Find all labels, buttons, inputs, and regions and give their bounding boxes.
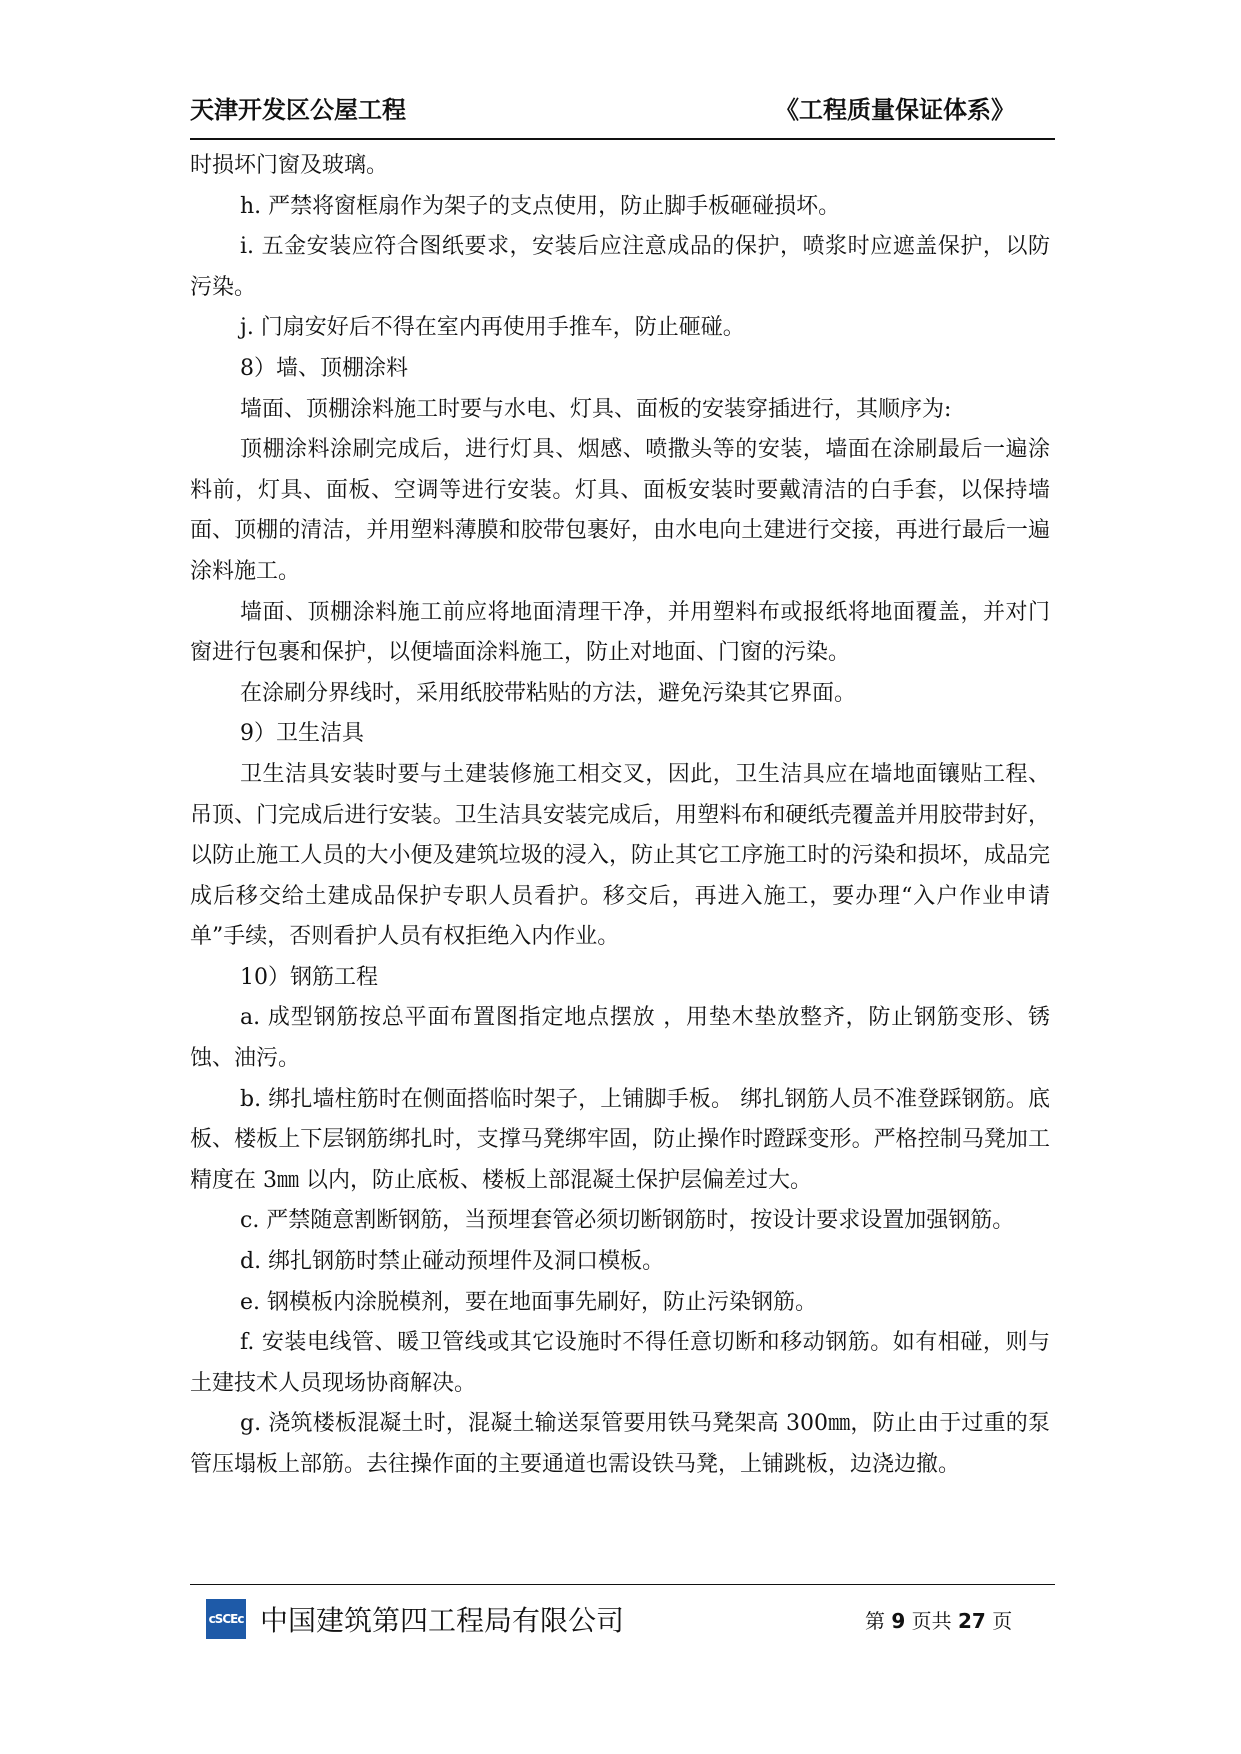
paragraph: a. 成型钢筋按总平面布置图指定地点摆放 ，用垫木垫放整齐，防止钢筋变形、锈蚀、油污。 (190, 1005, 1050, 1072)
paragraph: 10）钢筋工程 (240, 964, 378, 990)
paragraph: e. 钢模板内涂脱模剂，要在地面事先刷好，防止污染钢筋。 (240, 1289, 818, 1315)
paragraph: h. 严禁将窗框扇作为架子的支点使用，防止脚手板砸碰损坏。 (240, 193, 841, 219)
paragraph: 时损坏门窗及玻璃。 (190, 153, 389, 178)
paragraph: 墙面、顶棚涂料施工前应将地面清理干净，并用塑料布或报纸将地面覆盖，并对门窗进行包裹和保护，以便墙面涂料施工，防止对地面、门窗的污染。 (190, 599, 1050, 666)
page-header (190, 86, 1055, 140)
document-title: 《工程质量保证体系》 (775, 96, 1015, 124)
company-name: 中国建筑第四工程局有限公司 (260, 1604, 625, 1637)
paragraph: b. 绑扎墙柱筋时在侧面搭临时架子，上铺脚手板。 绑扎钢筋人员不准登踩钢筋。底板、楼板上下层钢筋绑扎时，支撑马凳绑牢固，防止操作时蹬踩变形。严格控制马凳加工精度在 3㎜ 以内，防止底板、楼板上部混凝土保护层偏差过大。 (190, 1086, 1050, 1193)
paragraph: 8）墙、顶棚涂料 (240, 355, 408, 381)
company-logo-icon: cSCEc (206, 1599, 246, 1639)
total-pages: 27 (958, 1609, 986, 1633)
paragraph: 墙面、顶棚涂料施工时要与水电、灯具、面板的安装穿插进行，其顺序为: (240, 396, 952, 422)
paragraph: d. 绑扎钢筋时禁止碰动预埋件及洞口模板。 (240, 1249, 665, 1275)
paragraph: 在涂刷分界线时，采用纸胶带粘贴的方法，避免污染其它界面。 (240, 680, 857, 706)
paragraph: 顶棚涂料涂刷完成后，进行灯具、烟感、喷撒头等的安装，墙面在涂刷最后一遍涂料前，灯具、面板、空调等进行安装。灯具、面板安装时要戴清洁的白手套，以保持墙面、顶棚的清洁，并用塑料薄膜和胶带包裹好，由水电向土建进行交接，再进行最后一遍涂料施工。 (190, 437, 1050, 584)
paragraph: 卫生洁具安装时要与土建装修施工相交叉，因此，卫生洁具应在墙地面镶贴工程、吊顶、门完成后进行安装。卫生洁具安装完成后，用塑料布和硬纸壳覆盖并用胶带封好，以防止施工人员的大小便及建筑垃圾的浸入，防止其它工序施工时的污染和损坏，成品完成后移交给土建成品保护专职人员看护。移交后，再进入施工，要办理“入户作业申请单”手续，否则看护人员有权拒绝入内作业。 (190, 761, 1050, 950)
paragraph: f. 安装电线管、暖卫管线或其它设施时不得任意切断和移动钢筋。如有相碰，则与土建技术人员现场协商解决。 (190, 1330, 1050, 1396)
paragraph: 9）卫生洁具 (240, 721, 364, 747)
page-footer (190, 1584, 1055, 1645)
page-number: 第 9 页共 27 页 (865, 1609, 1013, 1633)
paragraph: g. 浇筑楼板混凝土时，混凝土输送泵管要用铁马凳架高 300㎜，防止由于过重的泵管压塌板上部筋。去往操作面的主要通道也需设铁马凳，上铺跳板，边浇边撤。 (190, 1411, 1050, 1477)
paragraph: c. 严禁随意割断钢筋，当预埋套管必须切断钢筋时，按设计要求设置加强钢筋。 (240, 1208, 1015, 1234)
current-page: 9 (891, 1609, 906, 1633)
paragraph: j. 门扇安好后不得在室内再使用手推车，防止砸碰。 (240, 315, 745, 341)
paragraph: i. 五金安装应符合图纸要求，安装后应注意成品的保护，喷浆时应遮盖保护，以防污染。 (190, 234, 1050, 300)
document-body (190, 146, 1050, 1486)
project-title: 天津开发区公屋工程 (190, 96, 406, 124)
